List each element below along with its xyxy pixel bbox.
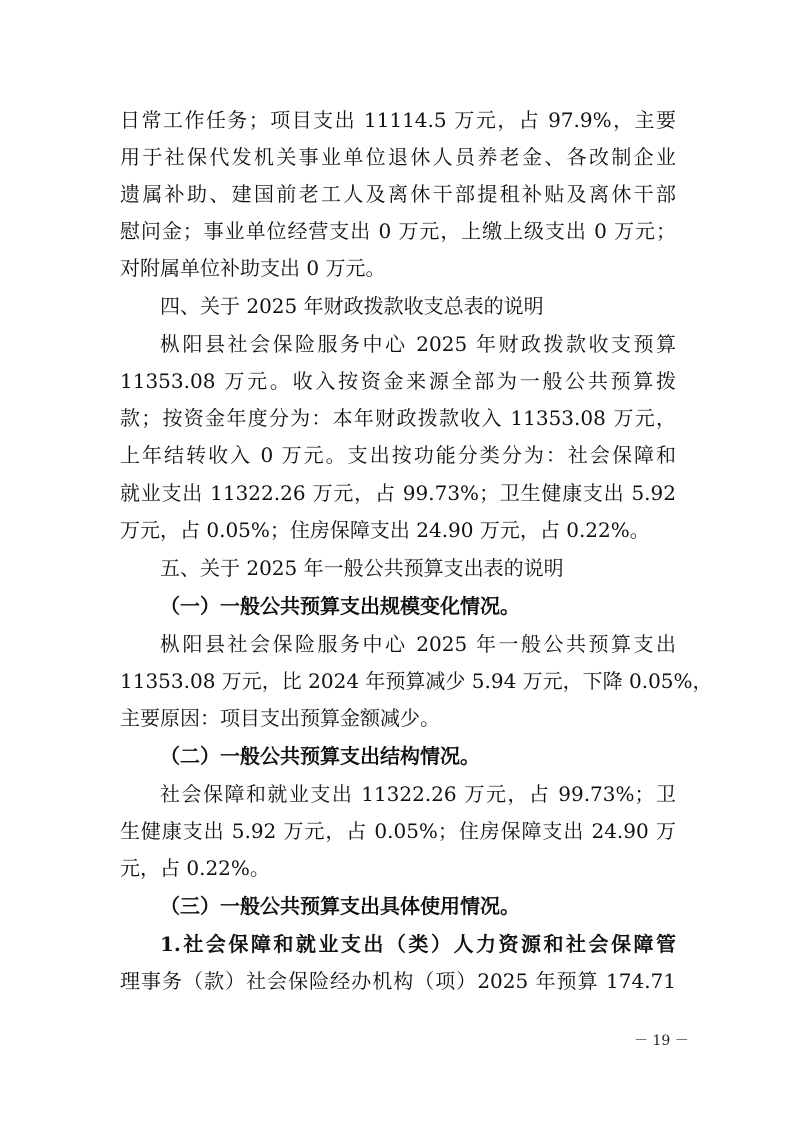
body-text-line: 就业支出 11322.26 万元，占 99.73%；卫生健康支出 5.92 <box>120 481 676 505</box>
body-text-line: 11353.08 万元，比 2024 年预算减少 5.94 万元，下降 0.05%， <box>120 669 713 693</box>
body-text-line: 遗属补助、建国前老工人及离休干部提租补贴及离休干部 <box>120 182 676 206</box>
body-text-line: 理事务（款）社会保险经办机构（项）2025 年预算 174.71 <box>120 969 676 993</box>
subsection-heading: （一）一般公共预算支出规模变化情况。 <box>160 594 520 618</box>
body-text-line: 用于社保代发机关事业单位退休人员养老金、各改制企业 <box>120 145 676 169</box>
subsection-heading: （三）一般公共预算支出具体使用情况。 <box>160 894 520 918</box>
page-number: － 19 － <box>634 1033 689 1049</box>
subsection-heading: （二）一般公共预算支出结构情况。 <box>160 744 480 768</box>
body-text-line: 11353.08 万元。收入按资金来源全部为一般公共预算拨 <box>120 369 676 393</box>
body-text-line: 款；按资金年度分为：本年财政拨款收入 11353.08 万元， <box>120 406 676 430</box>
section-heading: 四、关于 2025 年财政拨款收支总表的说明 <box>160 294 544 318</box>
section-heading: 五、关于 2025 年一般公共预算支出表的说明 <box>160 556 564 580</box>
body-text-line: 1.社会保障和就业支出（类）人力资源和社会保障管 <box>160 932 676 956</box>
body-text-line: 慰问金；事业单位经营支出 0 万元，上缴上级支出 0 万元； <box>120 219 676 243</box>
body-text-line: 万元，占 0.05%；住房保障支出 24.90 万元，占 0.22%。 <box>120 518 650 542</box>
body-text-line: 主要原因：项目支出预算金额减少。 <box>120 706 440 730</box>
body-text-line: 枞阳县社会保险服务中心 2025 年一般公共预算支出 <box>160 632 676 656</box>
body-text-line: 生健康支出 5.92 万元，占 0.05%；住房保障支出 24.90 万 <box>120 819 676 843</box>
body-text-line: 枞阳县社会保险服务中心 2025 年财政拨款收支预算 <box>160 332 676 356</box>
body-text-line: 社会保障和就业支出 11322.26 万元，占 99.73%；卫 <box>160 782 676 806</box>
body-text-line: 日常工作任务；项目支出 11114.5 万元，占 97.9%，主要 <box>120 108 676 132</box>
body-text-line: 上年结转收入 0 万元。支出按功能分类分为：社会保障和 <box>120 443 676 467</box>
body-text-line: 对附属单位补助支出 0 万元。 <box>120 256 386 280</box>
body-text-line: 元，占 0.22%。 <box>120 856 270 880</box>
